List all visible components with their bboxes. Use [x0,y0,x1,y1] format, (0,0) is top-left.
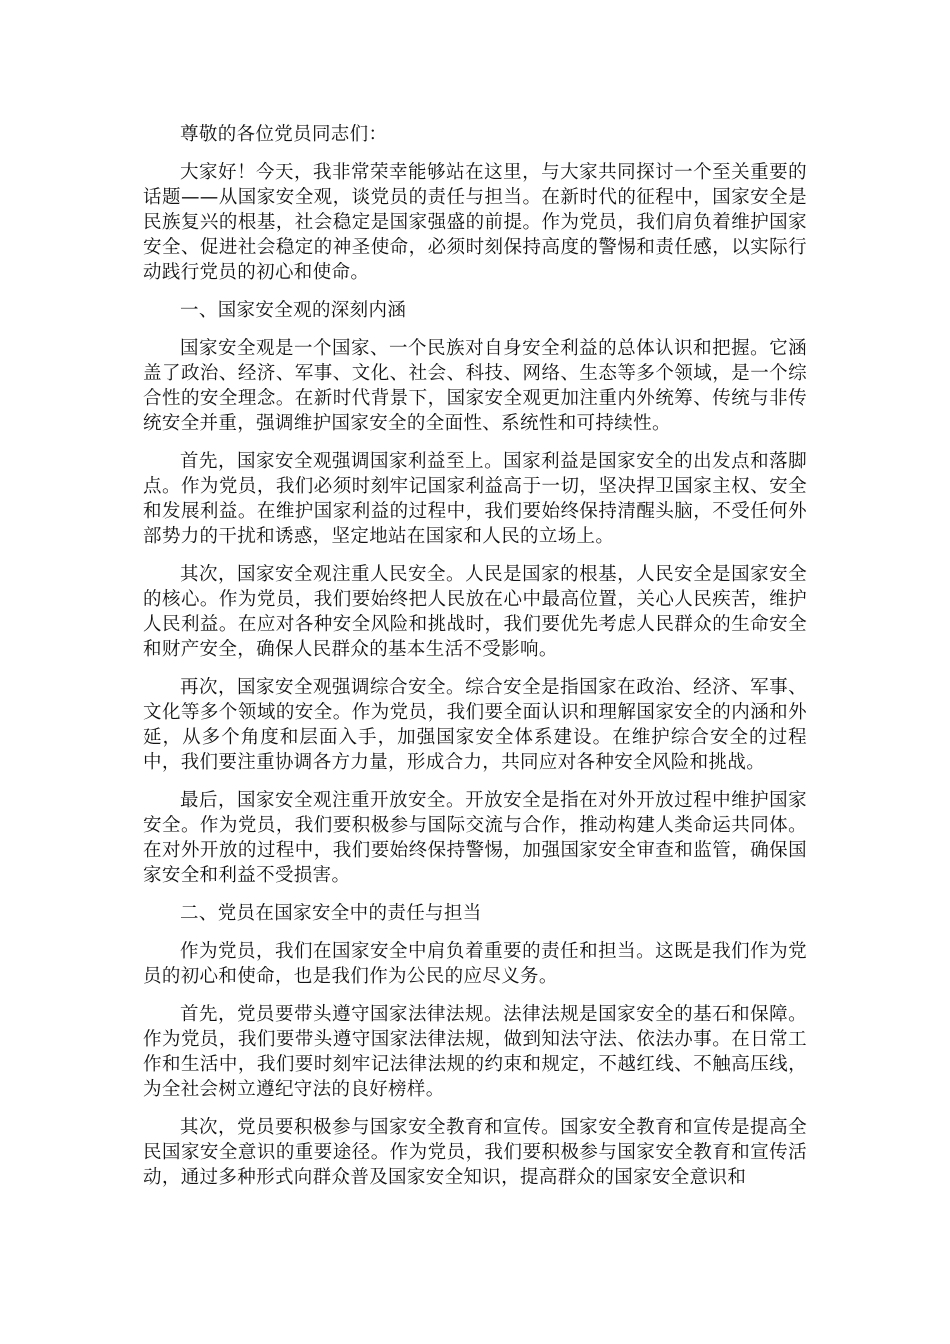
paragraph: 作为党员，我们在国家安全中肩负着重要的责任和担当。这既是我们作为党员的初心和使命，也是我们作为公民的应尽义务。 [143,941,807,987]
section-heading-2: 二、党员在国家安全中的责任与担当 [180,903,482,924]
paragraph: 其次，国家安全观注重人民安全。人民是国家的根基，人民安全是国家安全的核心。作为党员，我们要始终把人民放在心中最高位置，关心人民疾苦，维护人民利益。在应对各种安全风险和挑战时，我们要优先考虑人民群众的生命安全和财产安全，确保人民群众的基本生活不受影响。 [143,564,807,660]
paragraph-intro: 大家好！今天，我非常荣幸能够站在这里，与大家共同探讨一个至关重要的话题——从国家安全观，谈党员的责任与担当。在新时代的征程中，国家安全是民族复兴的根基，社会稳定是国家强盛的前提。作为党员，我们肩负着维护国家安全、促进社会稳定的神圣使命，必须时刻保持高度的警惕和责任感，以实际行动践行党员的初心和使命。 [143,162,807,283]
paragraph: 首先，国家安全观强调国家利益至上。国家利益是国家安全的出发点和落脚点。作为党员，我们必须时刻牢记国家利益高于一切，坚决捍卫国家主权、安全和发展利益。在维护国家利益的过程中，我们要始终保持清醒头脑，不受任何外部势力的干扰和诱惑，坚定地站在国家和人民的立场上。 [143,451,807,547]
paragraph: 其次，党员要积极参与国家安全教育和宣传。国家安全教育和宣传是提高全民国家安全意识的重要途径。作为党员，我们要积极参与国家安全教育和宣传活动，通过多种形式向群众普及国家安全知识，提高群众的国家安全意识和 [143,1117,807,1188]
paragraph: 首先，党员要带头遵守国家法律法规。法律法规是国家安全的基石和保障。作为党员，我们要带头遵守国家法律法规，做到知法守法、依法办事。在日常工作和生活中，我们要时刻牢记法律法规的约束和规定，不越红线、不触高压线，为全社会树立遵纪守法的良好榜样。 [143,1004,807,1100]
paragraph: 国家安全观是一个国家、一个民族对自身安全利益的总体认识和把握。它涵盖了政治、经济、军事、文化、社会、科技、网络、生态等多个领域，是一个综合性的安全理念。在新时代背景下，国家安全观更加注重内外统筹、传统与非传统安全并重，强调维护国家安全的全面性、系统性和可持续性。 [143,338,807,434]
paragraph: 最后，国家安全观注重开放安全。开放安全是指在对外开放过程中维护国家安全。作为党员，我们要积极参与国际交流与合作，推动构建人类命运共同体。在对外开放的过程中，我们要始终保持警惕，加强国家安全审查和监管，确保国家安全和利益不受损害。 [143,790,807,886]
document-page [143,122,807,1203]
section-heading-1: 一、国家安全观的深刻内涵 [180,300,407,321]
paragraph: 再次，国家安全观强调综合安全。综合安全是指国家在政治、经济、军事、文化等多个领域的安全。作为党员，我们要全面认识和理解国家安全的内涵和外延，从多个角度和层面入手，加强国家安全体系建设。在维护综合安全的过程中，我们要注重协调各方力量，形成合力，共同应对各种安全风险和挑战。 [143,677,807,773]
greeting: 尊敬的各位党员同志们： [180,124,388,145]
